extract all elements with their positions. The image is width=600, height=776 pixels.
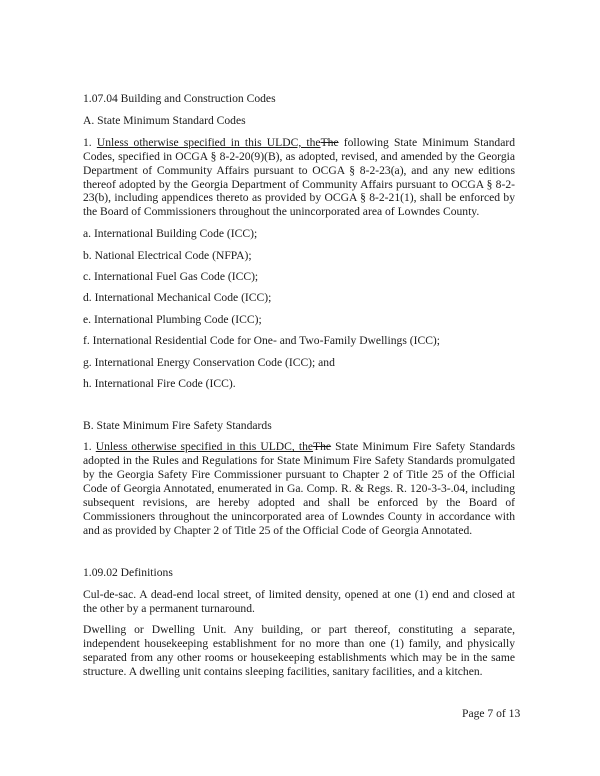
deleted-text: The [320,135,339,149]
inserted-text: Unless otherwise specified in this ULDC, the [95,440,314,454]
paragraph-number: 1. [83,135,97,149]
definition-dwelling-unit: Dwelling or Dwelling Unit. Any building, or part thereof, constituting a separate, independent housekeeping establishment for no more than one (1) family, and physically separated from any other rooms or housekeeping establishments which may be in the same structure. A dwelling unit contains sleeping facilities, sanitary facilities, and a kitchen. [83,623,515,679]
list-item: e. International Plumbing Code (ICC); [83,312,262,326]
list-item: h. International Fire Code (ICC). [83,377,236,391]
paragraph-standard-codes [83,136,515,219]
list-item: d. International Mechanical Code (ICC); [83,291,272,305]
paragraph-text: following State Minimum Standard Codes, specified in OCGA § 8-2-20(9)(B), as adopted, revised, and amended by the Georgia Department of Community Affairs pursuant to OCGA § 8-2-23(a), and any new editions thereof adopted by the Georgia Department of Community Affairs pursuant to OCGA § 8-2-23(b), including appendices thereto as provided by OCGA § 8-2-21(1), shall be enforced by the Board of Commissioners throughout the unincorporated area of Lowndes County. [83,135,516,219]
subsection-heading-standard-codes: A. State Minimum Standard Codes [83,113,246,127]
definition-cul-de-sac: Cul-de-sac. A dead-end local street, of limited density, opened at one (1) end and closed at the other by a permanent turnaround. [83,587,515,615]
list-item: c. International Fuel Gas Code (ICC); [83,270,259,284]
spacer [83,399,515,419]
paragraph-text: State Minimum Fire Safety Standards adopted in the Rules and Regulations for State Minimum Fire Safety Standards promulgated by the Georgia Safety Fire Commissioner pursuant to Chapter 2 of Title 25 of the Official Code of Georgia Annotated, enumerated in Ga. Comp. R. & Regs. R. 120-3-3-.04, including subsequent revisions, are hereby adopted and shall be enforced by the Board of Commissioners throughout the unincorporated area of Lowndes County in accordance with and as provided by Chapter 2 of Title 25 of the Official Code of Georgia Annotated. [83,440,515,537]
page-number: Page 7 of 13 [462,707,521,720]
list-item: f. International Residential Code for One- and Two-Family Dwellings (ICC); [83,334,441,348]
list-item: b. National Electrical Code (NFPA); [83,248,252,262]
list-item: g. International Energy Conservation Code (ICC); and [83,355,335,369]
inserted-text: Unless otherwise specified in this ULDC, the [96,135,321,149]
code-list [83,227,515,391]
section-heading-definitions: 1.09.02 Definitions [83,565,173,579]
subsection-heading-fire-safety: B. State Minimum Fire Safety Standards [83,418,272,432]
list-item: a. International Building Code (ICC); [83,227,258,241]
spacer [83,546,515,566]
section-heading-building-codes: 1.07.04 Building and Construction Codes [83,92,276,105]
paragraph-number: 1. [83,440,96,454]
paragraph-fire-safety [83,440,515,537]
deleted-text: The [313,440,332,454]
document-page [83,92,515,687]
